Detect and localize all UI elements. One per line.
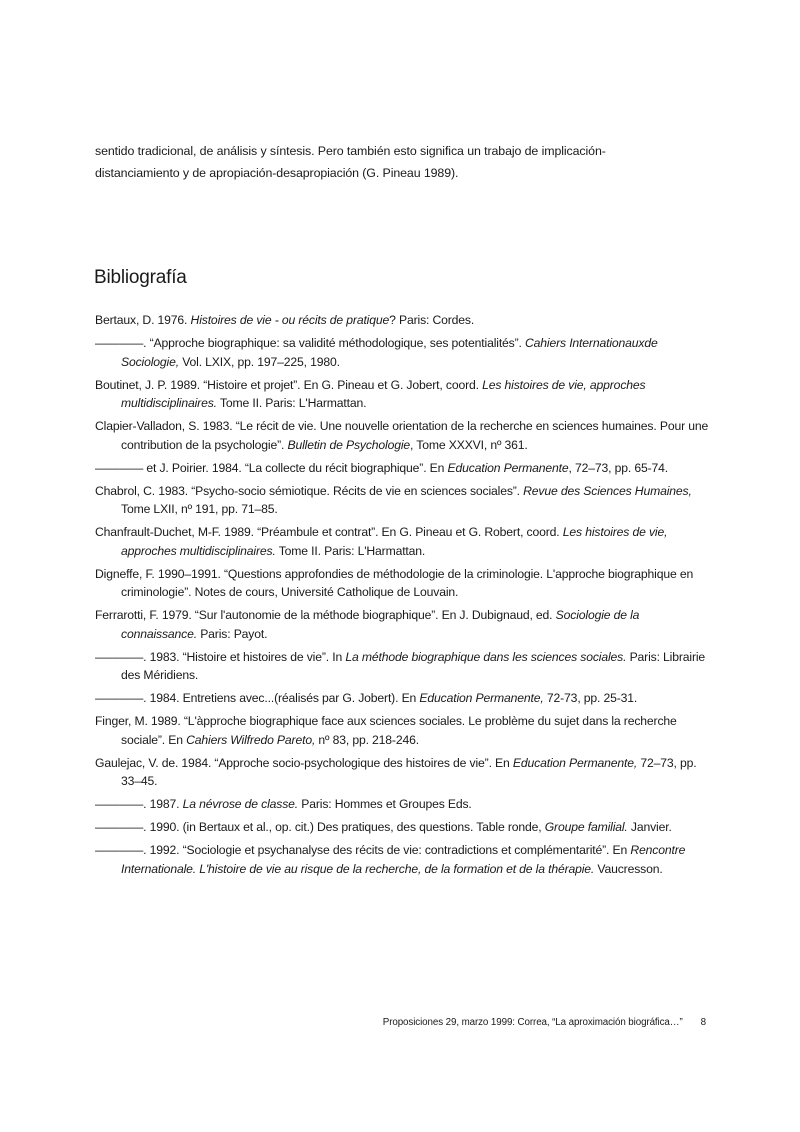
page-number: 8 <box>700 1017 706 1028</box>
entry-text: Chabrol, C. 1983. “Psycho-socio sémiotique. Récits de vie en sciences sociales”. <box>95 483 524 498</box>
entry-text: Gaulejac, V. de. 1984. “Approche socio-psychologique des histoires de vie”. En <box>95 755 513 770</box>
bibliography-entry <box>95 417 710 454</box>
entry-text: ———— et J. Poirier. 1984. “La collecte du récit biographique”. En <box>95 460 448 475</box>
entry-text: Chanfrault-Duchet, M-F. 1989. “Préambule et contrat”. En G. Pineau et G. Robert, coord. <box>95 525 563 539</box>
entry-text: 72-73, pp. 25-31. <box>543 691 638 705</box>
page-footer <box>383 1017 706 1028</box>
entry-text: , Tome XXXVI, nº 361. <box>410 437 528 452</box>
entry-text: ————. 1992. “Sociologie et psychanalyse des récits de vie: contradictions et complémentarité”. En <box>95 843 631 857</box>
entry-text: ————. 1987. <box>95 797 183 811</box>
bibliography-entry <box>95 311 710 330</box>
entry-title-italic: Cahiers Wilfredo Pareto, <box>186 732 316 747</box>
entry-text: 72–73, pp. 33–45. <box>121 755 697 788</box>
entry-title-italic: Education Permanente <box>447 460 569 475</box>
bibliography-entry <box>95 482 710 519</box>
bibliography-entry <box>95 754 710 791</box>
entry-text: nº 83, pp. 218-246. <box>315 732 419 747</box>
section-heading: Bibliografía <box>94 267 187 288</box>
entry-title-italic: La névrose de classe. <box>182 797 299 811</box>
entry-text: ————. 1984. Entretiens avec...(réalisés par G. Jobert). En <box>95 691 420 705</box>
entry-text: Ferrarotti, F. 1979. “Sur l'autonomie de la méthode biographique”. En J. Dubignaud, ed. <box>95 608 556 622</box>
bibliography-entry <box>95 459 710 478</box>
footer-citation: Proposiciones 29, marzo 1999: Correa, “La aproximación biográfica…” <box>382 1017 683 1028</box>
bibliography-entry <box>95 648 710 685</box>
entry-text: Paris: Librairie des Méridiens. <box>121 649 706 682</box>
entry-text: Bertaux, D. 1976. <box>95 313 191 327</box>
entry-text: Clapier-Valladon, S. 1983. “Le récit de vie. Une nouvelle orientation de la recherche en sciences humaines. Pour une contribution de la psychologie”. <box>95 419 709 452</box>
entry-title-italic: Les histoires de vie, approches multidisciplinaires. <box>121 377 646 410</box>
entry-title-italic: Rencontre Internationale. L'histoire de vie au risque de la recherche, de la formation et de la thérapie. <box>121 843 686 876</box>
entry-title-italic: Revue des Sciences Humaines, <box>523 483 692 498</box>
entry-title-italic: Education Permanente, <box>419 691 544 705</box>
entry-title-italic: Les histoires de vie, approches multidisciplinaires. <box>121 525 668 558</box>
entry-title-italic: Cahiers Internationauxde Sociologie, <box>121 336 658 369</box>
bibliography-entry <box>95 565 710 602</box>
bibliography-entry <box>95 841 710 878</box>
bibliography-entry <box>95 334 710 371</box>
bibliography-entry <box>95 523 710 560</box>
bibliography-entry <box>95 376 710 413</box>
bibliography-entry <box>95 689 710 708</box>
bibliography-list <box>95 311 710 883</box>
entry-text: Finger, M. 1989. “L'àpproche biographique face aux sciences sociales. Le problème du sujet dans la recherche sociale”. En <box>95 714 677 747</box>
entry-text: Vaucresson. <box>594 861 663 876</box>
entry-text: Paris: Hommes et Groupes Eds. <box>298 797 472 811</box>
entry-title-italic: Bulletin de Psychologie <box>287 437 411 452</box>
entry-text: ————. “Approche biographique: sa validité méthodologique, ses potentialités”. <box>95 336 526 350</box>
bibliography-entry <box>95 606 710 643</box>
bibliography-entry <box>95 818 710 837</box>
entry-text: Tome II. Paris: L'Harmattan. <box>275 543 426 558</box>
entry-title-italic: Education Permanente, <box>512 755 638 770</box>
entry-text: Vol. LXIX, pp. 197–225, 1980. <box>178 354 340 369</box>
entry-text: Janvier. <box>627 820 672 834</box>
intro-paragraph <box>95 140 715 184</box>
entry-text: ? Paris: Cordes. <box>389 313 475 327</box>
entry-text: Tome LXII, nº 191, pp. 71–85. <box>121 502 278 516</box>
entry-title-italic: La méthode biographique dans les sciences sociales. <box>345 649 627 664</box>
entry-text: Digneffe, F. 1990–1991. “Questions approfondies de méthodologie de la criminologie. L'approche biographique en criminologie”. Notes de cours, Université Catholique de Louvain. <box>95 566 694 599</box>
entry-text: Tome II. Paris: L'Harmattan. <box>216 396 367 410</box>
entry-title-italic: Histoires de vie - ou récits de pratique <box>190 313 390 327</box>
bibliography-entry <box>95 795 710 814</box>
entry-text: , 72–73, pp. 65-74. <box>568 460 669 475</box>
intro-line: sentido tradicional, de análisis y síntesis. Pero también esto significa un trabajo de implicación- <box>95 144 606 158</box>
entry-text: ————. 1983. “Histoire et histoires de vie”. In <box>95 649 346 664</box>
entry-text: Boutinet, J. P. 1989. “Histoire et projet”. En G. Pineau et G. Jobert, coord. <box>95 377 483 392</box>
entry-text: ————. 1990. (in Bertaux et al., op. cit.) Des pratiques, des questions. Table ronde, <box>95 820 545 834</box>
entry-title-italic: Sociologie de la connaissance. <box>121 608 640 641</box>
bibliography-entry <box>95 712 710 749</box>
entry-text: Paris: Payot. <box>196 626 268 641</box>
entry-title-italic: Groupe familial. <box>544 820 628 834</box>
intro-line: distanciamiento y de apropiación-desapropiación (G. Pineau 1989). <box>95 166 459 180</box>
